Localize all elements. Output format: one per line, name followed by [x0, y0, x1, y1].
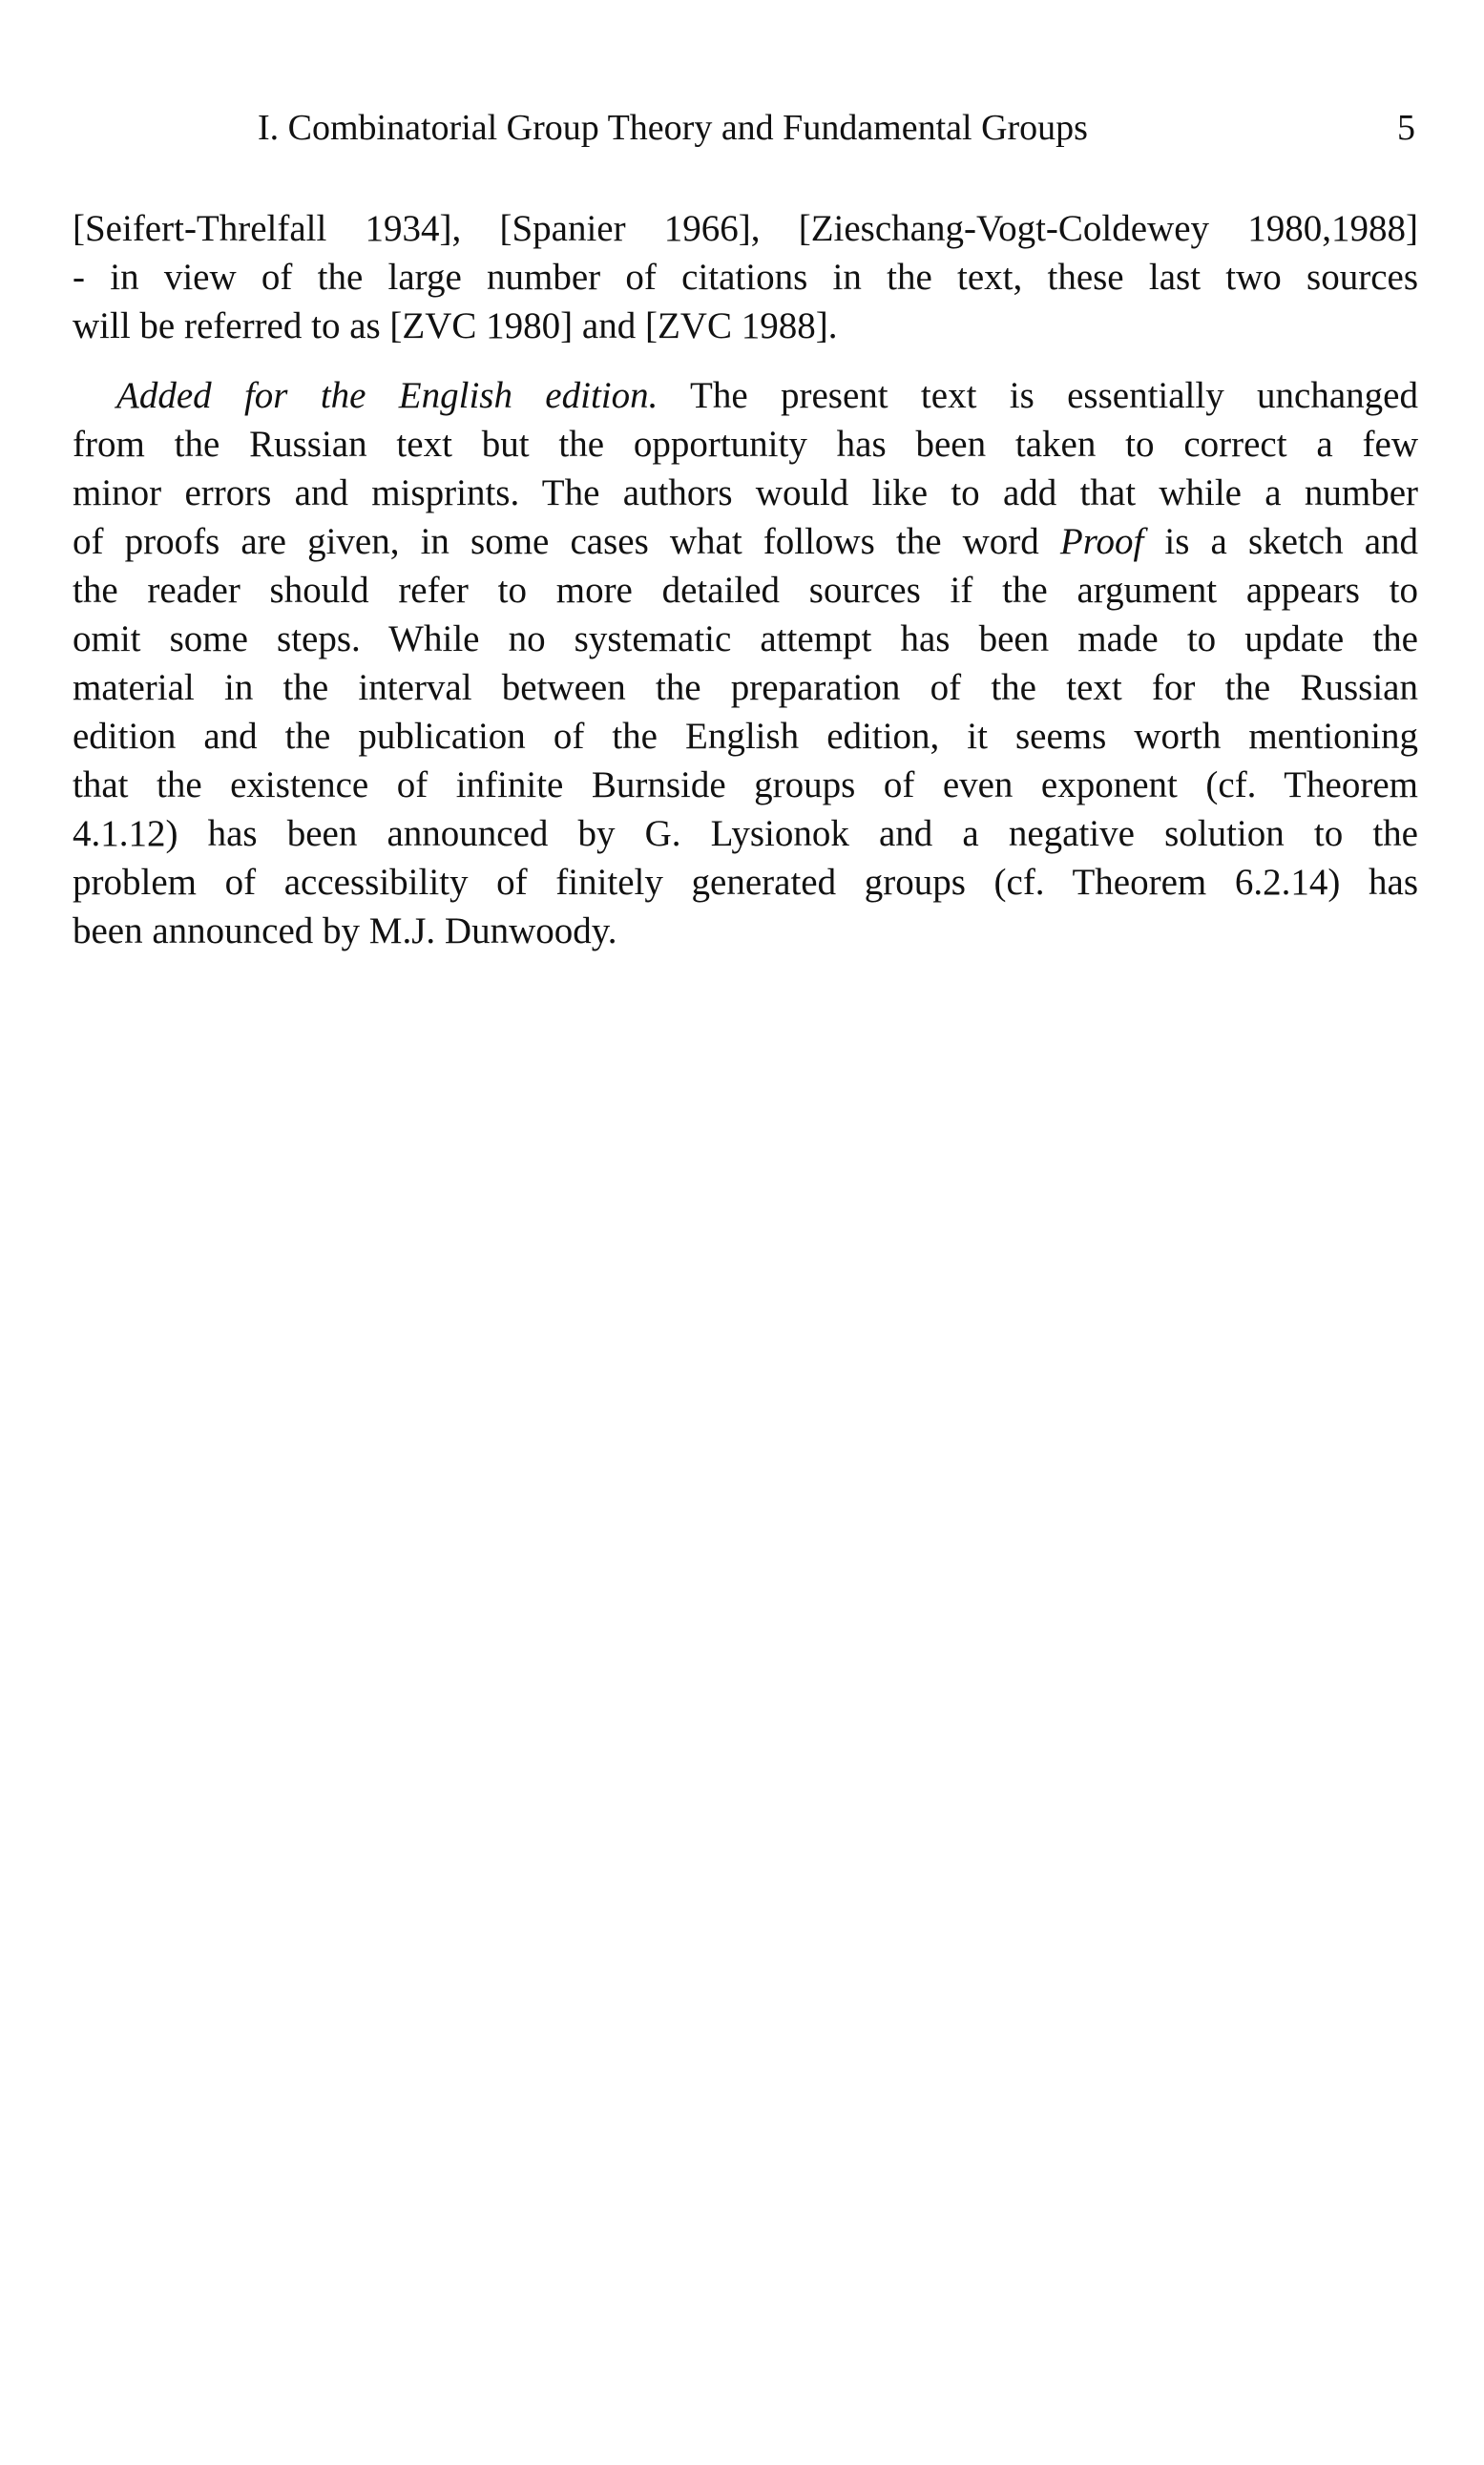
text-line: minor errors and misprints. The authors would like to add that while a number [73, 472, 1418, 513]
text-line: material in the interval between the preparation of the text for the Russian [73, 667, 1418, 708]
text-span: The present text is essentially unchanged [658, 375, 1418, 416]
text-line: problem of accessibility of finitely generated groups (cf. Theorem 6.2.14) has [73, 862, 1418, 903]
text-line: [Seifert-Threlfall 1934], [Spanier 1966], [Zieschang-Vogt-Coldewey 1980,1988] [73, 208, 1418, 249]
text-line: edition and the publication of the English edition, it seems worth mentioning [73, 716, 1418, 757]
italic-proof: Proof [1059, 521, 1144, 562]
text-line: been announced by M.J. Dunwoody. [73, 910, 617, 951]
text-span: is a sketch and [1143, 521, 1418, 562]
text-line: - in view of the large number of citations in the text, these last two sources [73, 257, 1418, 298]
italic-lead: Added for the English edition. [116, 375, 658, 416]
text-line [73, 517, 1418, 566]
text-line: omit some steps. While no systematic attempt has been made to update the [73, 618, 1418, 659]
running-title: I. Combinatorial Group Theory and Fundamental Groups [258, 108, 1088, 148]
text-span: of proofs are given, in some cases what follows the word [73, 521, 1060, 562]
paragraph-english-edition [73, 371, 1418, 955]
paragraph-references [73, 204, 1418, 350]
page-body [73, 204, 1418, 976]
text-line: the reader should refer to more detailed sources if the argument appears to [73, 570, 1418, 611]
text-line: that the existence of infinite Burnside groups of even exponent (cf. Theorem [73, 764, 1418, 805]
text-line: 4.1.12) has been announced by G. Lysionok and a negative solution to the [73, 813, 1418, 854]
page-number: 5 [1397, 108, 1415, 148]
text-line [73, 371, 1418, 420]
text-line: from the Russian text but the opportunity has been taken to correct a few [73, 424, 1418, 465]
text-line: will be referred to as [ZVC 1980] and [ZVC 1988]. [73, 305, 838, 346]
running-header [0, 107, 1484, 155]
